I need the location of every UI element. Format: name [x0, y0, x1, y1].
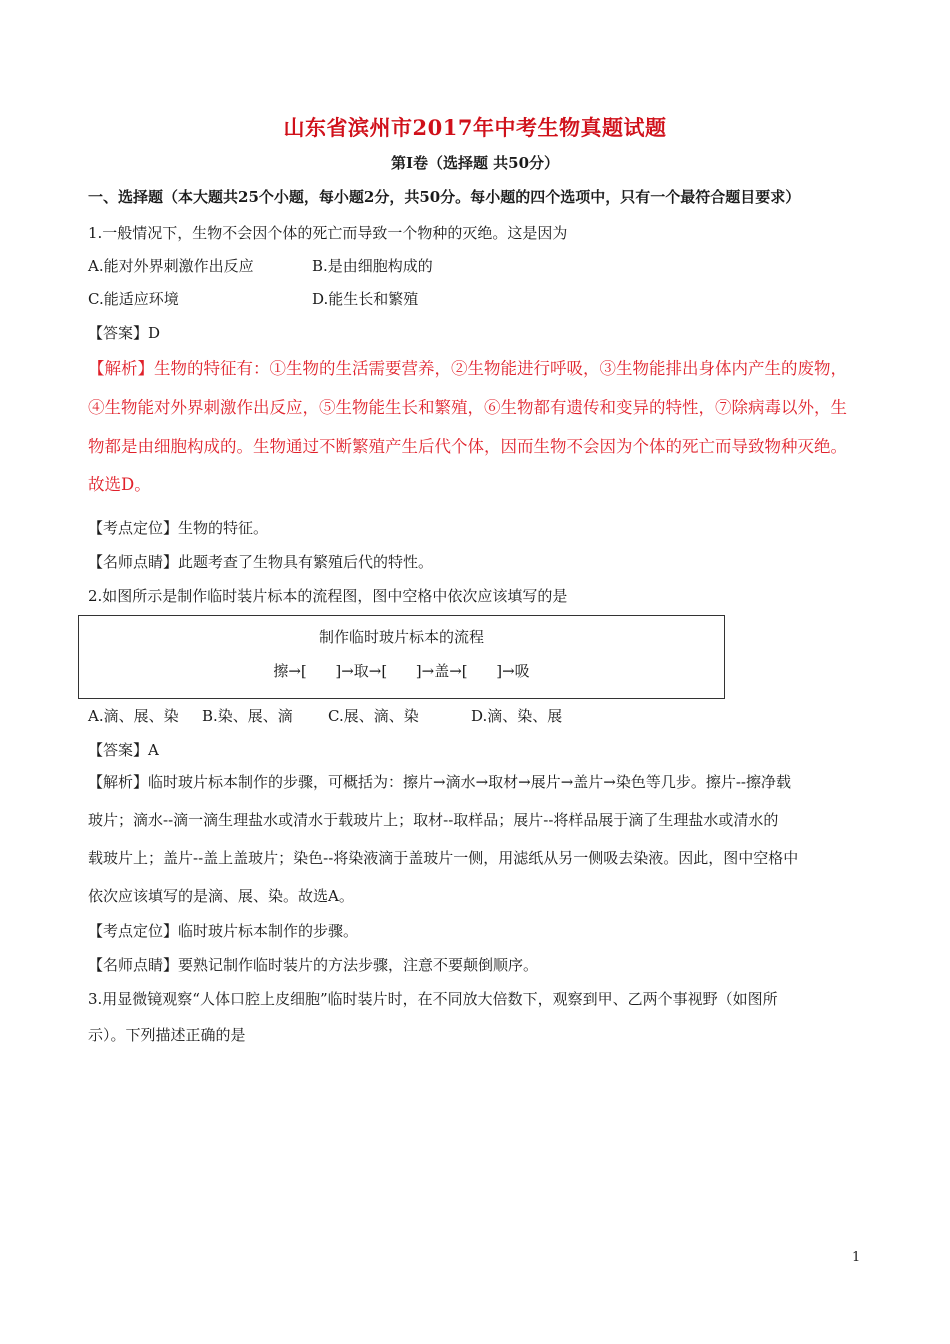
q2-analysis-line: 玻片；滴水--滴一滴生理盐水或清水于载玻片上；取材--取样品；展片--将样品展于滴了生理盐水或清水的	[88, 811, 779, 829]
q2-kaodian: 【考点定位】临时玻片标本制作的步骤。	[88, 922, 359, 940]
q1-answer: 【答案】D	[88, 324, 161, 342]
q1-option-c: C.能适应环境	[88, 290, 179, 308]
q2-answer: 【答案】A	[88, 741, 159, 759]
q1-option-a: A.能对外界刺激作出反应	[88, 257, 254, 275]
q1-analysis-line: 故选D。	[88, 475, 151, 494]
q1-option-d: D.能生长和繁殖	[312, 290, 419, 308]
q1-stem: 1.一般情况下，生物不会因个体的死亡而导致一个物种的灭绝。这是因为	[88, 224, 568, 242]
q1-analysis-line: 【解析】生物的特征有：①生物的生活需要营养，②生物能进行呼吸，③生物能排出身体内产生的废物，	[88, 359, 847, 378]
q2-analysis-line: 依次应该填写的是滴、展、染。故选A。	[88, 887, 354, 905]
q1-option-b: B.是由细胞构成的	[312, 257, 433, 275]
q2-stem: 2.如图所示是制作临时装片标本的流程图，图中空格中依次应该填写的是	[88, 587, 568, 605]
q1-analysis-line: ④生物能对外界刺激作出反应，⑤生物能生长和繁殖，⑥生物都有遗传和变异的特性，⑦除病毒以外，生	[88, 398, 847, 417]
q2-option-c: C.展、滴、染	[328, 707, 419, 725]
q2-option-d: D.滴、染、展	[471, 707, 563, 725]
part-subtitle: 第Ⅰ卷（选择题 共50分）	[390, 154, 560, 172]
flowchart-box	[78, 615, 725, 699]
page-number: 1	[852, 1250, 861, 1265]
q2-analysis-line: 【解析】临时玻片标本制作的步骤，可概括为：擦片→滴水→取材→展片→盖片→染色等几步。擦片--擦净载	[88, 773, 791, 791]
q1-kaodian: 【考点定位】生物的特征。	[88, 519, 269, 537]
q2-analysis-line: 载玻片上；盖片--盖上盖玻片；染色--将染液滴于盖玻片一侧，用滤纸从另一侧吸去染液。因此，图中空格中	[88, 849, 799, 867]
section-heading: 一、选择题（本大题共25个小题，每小题2分，共50分。每小题的四个选项中，只有一个最符合题目要求）	[88, 188, 801, 206]
q1-analysis-line: 物都是由细胞构成的。生物通过不断繁殖产生后代个体，因而生物不会因为个体的死亡而导致物种灭绝。	[88, 437, 847, 456]
flowchart-steps: 擦→[ ]→取→[ ]→盖→[ ]→吸	[273, 662, 530, 680]
flowchart-title: 制作临时玻片标本的流程	[318, 628, 484, 646]
q2-dianjing: 【名师点睛】要熟记制作临时装片的方法步骤，注意不要颠倒顺序。	[88, 956, 539, 974]
q3-stem-line: 示）。下列描述正确的是	[88, 1026, 246, 1044]
q2-option-a: A.滴、展、染	[88, 707, 179, 725]
page-title: 山东省滨州市2017年中考生物真题试题	[283, 115, 667, 140]
q3-stem-line: 3.用显微镜观察“人体口腔上皮细胞”临时装片时，在不同放大倍数下，观察到甲、乙两个事视野（如图所	[88, 990, 778, 1008]
q2-option-b: B.染、展、滴	[202, 707, 293, 725]
q1-dianjing: 【名师点睛】此题考查了生物具有繁殖后代的特性。	[88, 553, 434, 571]
